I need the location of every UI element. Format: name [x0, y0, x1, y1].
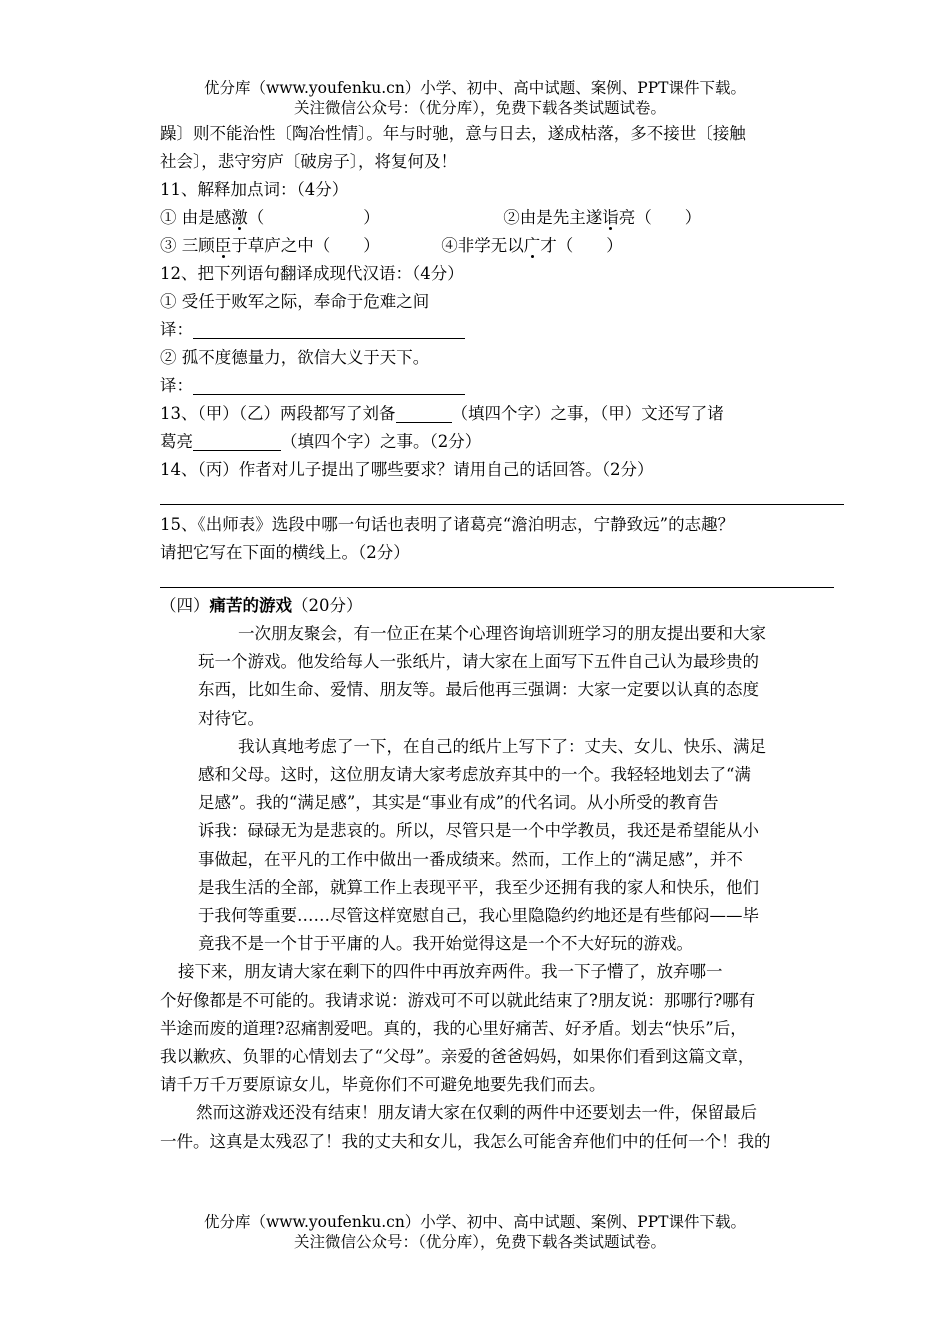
q15-line-1: 15、《出师表》选段中哪一句话也表明了诸葛亮“澹泊明志，宁静致远”的志趣？	[160, 515, 735, 534]
q12-answer-2	[160, 372, 860, 400]
page-content	[160, 120, 860, 1156]
q15-answer-line[interactable]	[160, 567, 834, 588]
q11-item-d: ④非学无以广才（ ）	[441, 236, 623, 255]
q12-sentence-2: ② 孤不度德量力，欲信大义于天下。	[160, 348, 430, 367]
q14-text: 14、（丙）作者对儿子提出了哪些要求？请用自己的话回答。（2分）	[160, 460, 654, 479]
q11-row-1	[160, 204, 860, 232]
answer-blank[interactable]	[193, 432, 281, 451]
answer-blank[interactable]	[193, 376, 465, 395]
answer-blank[interactable]	[193, 320, 465, 339]
intro-line-2: 社会〕，悲守穷庐〔破房子〕，将复何及！	[160, 152, 457, 171]
dotted-word: 激	[231, 208, 248, 227]
q12-title: 12、把下列语句翻译成现代汉语：（4分）	[160, 264, 464, 283]
q11-item-a: ① 由是感激（ ）	[160, 208, 380, 227]
q12-sentence-1: ① 受任于败军之际，奉命于危难之间	[160, 292, 430, 311]
q11-item-b: ②由是先主遂诣亮（ ）	[503, 208, 702, 227]
footer-line-2: 关注微信公众号：（优分库），免费下载各类试题试卷。	[293, 1233, 666, 1251]
passage-paragraph-4: 然而这游戏还没有结束！朋友请大家在仅剩的两件中还要划去一件，保留最后 一件。这真是太残忍了！我的丈夫和女儿，我怎么可能舍弃他们中的任何一个！我的	[160, 1103, 771, 1151]
translate-label: 译：	[160, 320, 193, 339]
q11-title: 11、解释加点词：（4分）	[160, 180, 349, 199]
q11-item-c: ③ 三顾臣于草庐之中（ ）	[160, 236, 380, 255]
dotted-word: 臣	[214, 236, 232, 255]
q12-answer-1	[160, 316, 860, 344]
dotted-word: 广	[523, 236, 541, 255]
page-footer	[0, 1212, 950, 1252]
q15-line-2: 请把它写在下面的横线上。（2分）	[160, 543, 410, 562]
footer-line-1: 优分库（www.youfenku.cn）小学、初中、高中试题、案例、PPT课件下载。	[203, 1213, 747, 1231]
section-4-heading: （四）痛苦的游戏（20分）	[160, 596, 363, 615]
passage-paragraph-1: 一次朋友聚会，有一位正在某个心理咨询培训班学习的朋友提出要和大家 玩一个游戏。他发给每人一张纸片，请大家在上面写下五件自己认为最珍贵的 东西，比如生命、爱情、朋友等。最后他再三强调：大家一定要以认真的态度 对待它。	[198, 624, 766, 728]
passage-paragraph-2: 我认真地考虑了一下，在自己的纸片上写下了：丈夫、女儿、快乐、满足 感和父母。这时，这位朋友请大家考虑放弃其中的一个。我轻轻地划去了“满 足感”。我的“满足感”，其实是“事业有成”的代名词。从小所受的教育告 诉我：碌碌无为是悲哀的。所以，尽管只是一个中学教员，我还是希望能从小 事做起，在平凡的工作中做出一番成绩来。然而，工作上的“满足感”，并不 是我生活的全部，就算工作上表现平平，我至少还拥有我的家人和快乐，他们 于我何等重要……尽管这样宽慰自己，我心里隐隐约约地还是有些郁闷——毕 竟我不是一个甘于平庸的人。我开始觉得这是一个不大好玩的游戏。	[198, 736, 766, 954]
dotted-word: 诣	[602, 208, 619, 227]
q11-row-2	[160, 232, 860, 260]
section-4-title: 痛苦的游戏	[209, 596, 292, 615]
intro-line-1: 躁〕则不能治性〔陶冶性情〕。年与时驰，意与日去，遂成枯落，多不接世〔接触	[160, 124, 746, 143]
translate-label: 译：	[160, 376, 193, 395]
q13-line-1: 13、（甲）（乙）两段都写了刘备 （填四个字）之事，（甲）文还写了诸	[160, 404, 724, 423]
answer-blank[interactable]	[396, 404, 452, 423]
header-line-1: 优分库（www.youfenku.cn）小学、初中、高中试题、案例、PPT课件下载。	[203, 79, 747, 97]
q14-answer-line[interactable]	[160, 484, 844, 505]
q13-line-2: 葛亮 （填四个字）之事。（2分）	[160, 432, 482, 451]
header-line-2: 关注微信公众号：（优分库），免费下载各类试题试卷。	[293, 99, 666, 117]
passage-paragraph-3: 接下来，朋友请大家在剩下的四件中再放弃两件。我一下子懵了，放弃哪一 个好像都是不可能的。我请求说：游戏可不可以就此结束了?朋友说：那哪行?哪有 半途而废的道理?忍痛割爱吧。真的，我的心里好痛苦、好矛盾。划去“快乐”后， 我以歉疚、负罪的心情划去了“父母”。亲爱的爸爸妈妈，如果你们看到这篇文章， 请千万千万要原谅女儿，毕竟你们不可避免地要先我们而去。	[160, 962, 756, 1095]
page-header	[0, 78, 950, 118]
